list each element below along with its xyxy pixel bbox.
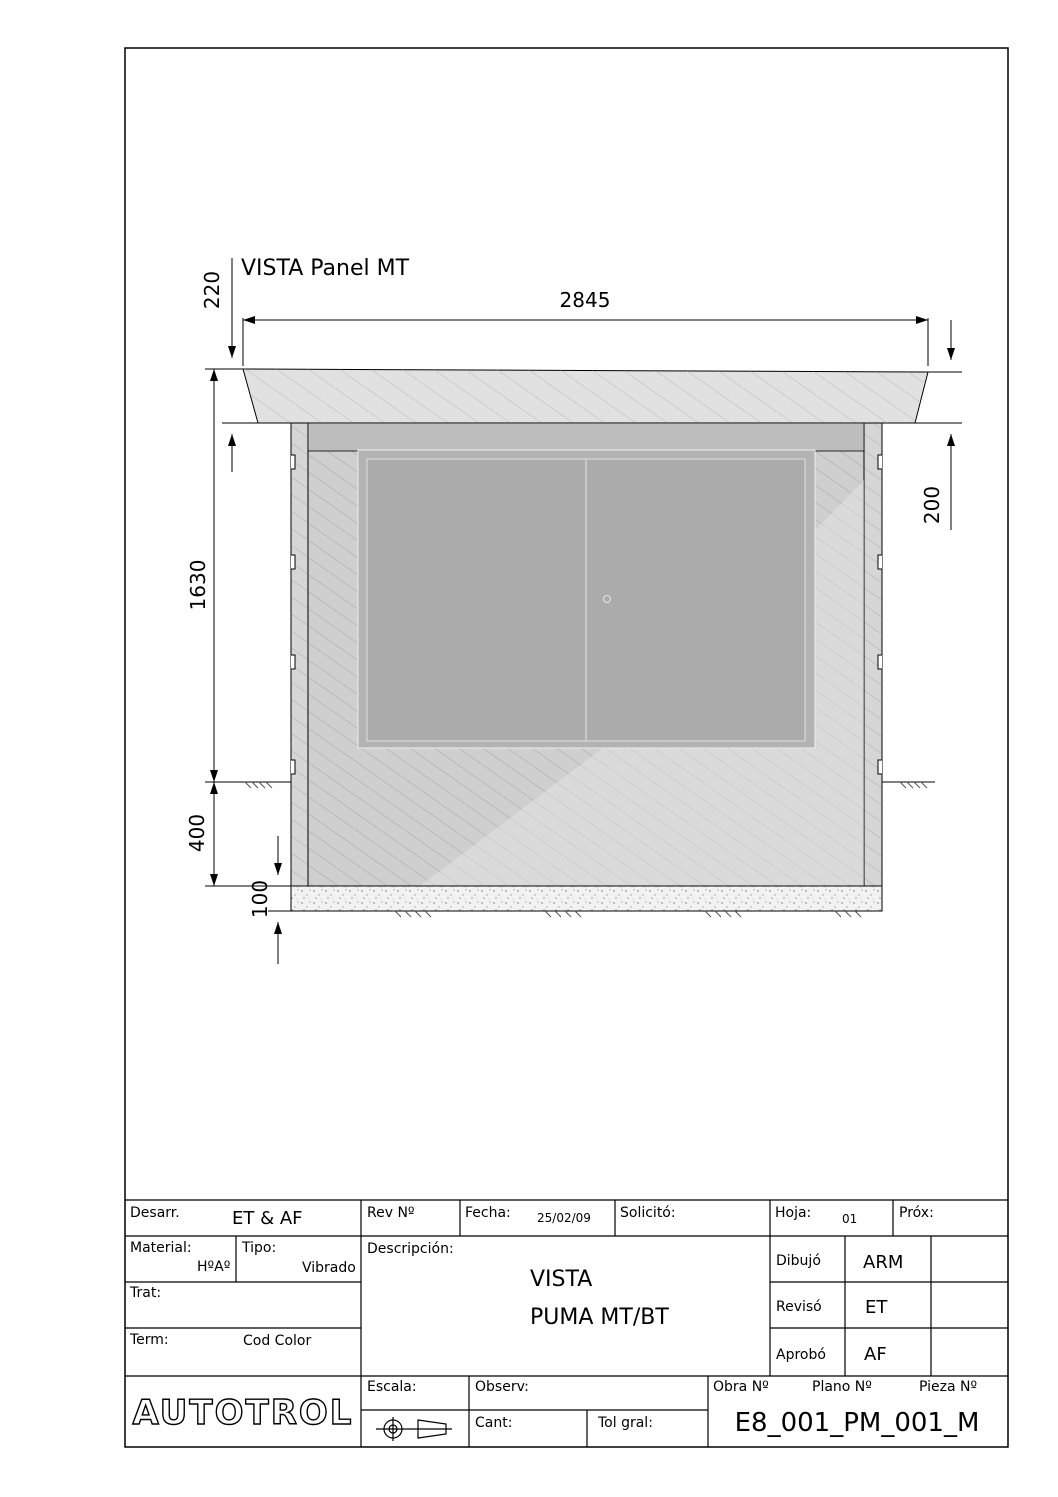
- descripcion-line2: PUMA MT/BT: [530, 1305, 669, 1330]
- autotrol-logo: AUTOTROL: [132, 1393, 354, 1433]
- material-label: Material:: [130, 1240, 192, 1256]
- prox-label: Próx:: [899, 1205, 934, 1221]
- dim-width: 2845: [559, 288, 611, 312]
- reviso-value: ET: [865, 1297, 888, 1318]
- term-label: Term:: [130, 1332, 169, 1348]
- view-title: VISTA Panel MT: [241, 256, 410, 281]
- tipo-value: Vibrado: [302, 1260, 356, 1276]
- top-band: [308, 423, 864, 451]
- aprobo-label: Aprobó: [776, 1347, 826, 1363]
- observ-label: Observ:: [475, 1379, 529, 1395]
- obra-label: Obra Nº: [713, 1379, 769, 1395]
- dim-roof-height: 220: [200, 270, 224, 310]
- escala-label: Escala:: [367, 1379, 417, 1395]
- cant-label: Cant:: [475, 1415, 513, 1431]
- desarr-label: Desarr.: [130, 1205, 180, 1221]
- trat-label: Trat:: [130, 1285, 162, 1301]
- descripcion-line1: VISTA: [530, 1267, 593, 1292]
- cod-color-label: Cod Color: [243, 1333, 312, 1349]
- tipo-label: Tipo:: [242, 1240, 277, 1256]
- pieza-label: Pieza Nº: [919, 1379, 978, 1395]
- drawing-number: E8_001_PM_001_M: [734, 1408, 980, 1438]
- aprobo-value: AF: [864, 1344, 887, 1365]
- dim-base-thickness: 100: [248, 879, 272, 919]
- front-view: [233, 369, 935, 917]
- dim-buried-depth: 400: [185, 813, 209, 853]
- dibujo-label: Dibujó: [776, 1253, 821, 1269]
- projection-symbol-icon: [376, 1417, 452, 1441]
- hoja-value: 01: [842, 1212, 858, 1226]
- reviso-label: Revisó: [776, 1299, 822, 1315]
- dim-roof-edge: 200: [920, 485, 944, 525]
- rev-label: Rev Nº: [367, 1205, 415, 1221]
- solicito-label: Solicitó:: [620, 1205, 676, 1221]
- roof-hatch: [243, 369, 928, 423]
- desarr-value: ET & AF: [232, 1208, 303, 1229]
- dim-wall-height: 1630: [186, 559, 210, 611]
- fecha-label: Fecha:: [465, 1205, 511, 1221]
- fecha-value: 25/02/09: [537, 1211, 591, 1225]
- hoja-label: Hoja:: [775, 1205, 812, 1221]
- descripcion-label: Descripción:: [367, 1241, 454, 1257]
- material-value: HºAº: [197, 1259, 231, 1275]
- tol-label: Tol gral:: [598, 1415, 653, 1431]
- plano-label: Plano Nº: [812, 1379, 872, 1395]
- dibujo-value: ARM: [863, 1252, 904, 1273]
